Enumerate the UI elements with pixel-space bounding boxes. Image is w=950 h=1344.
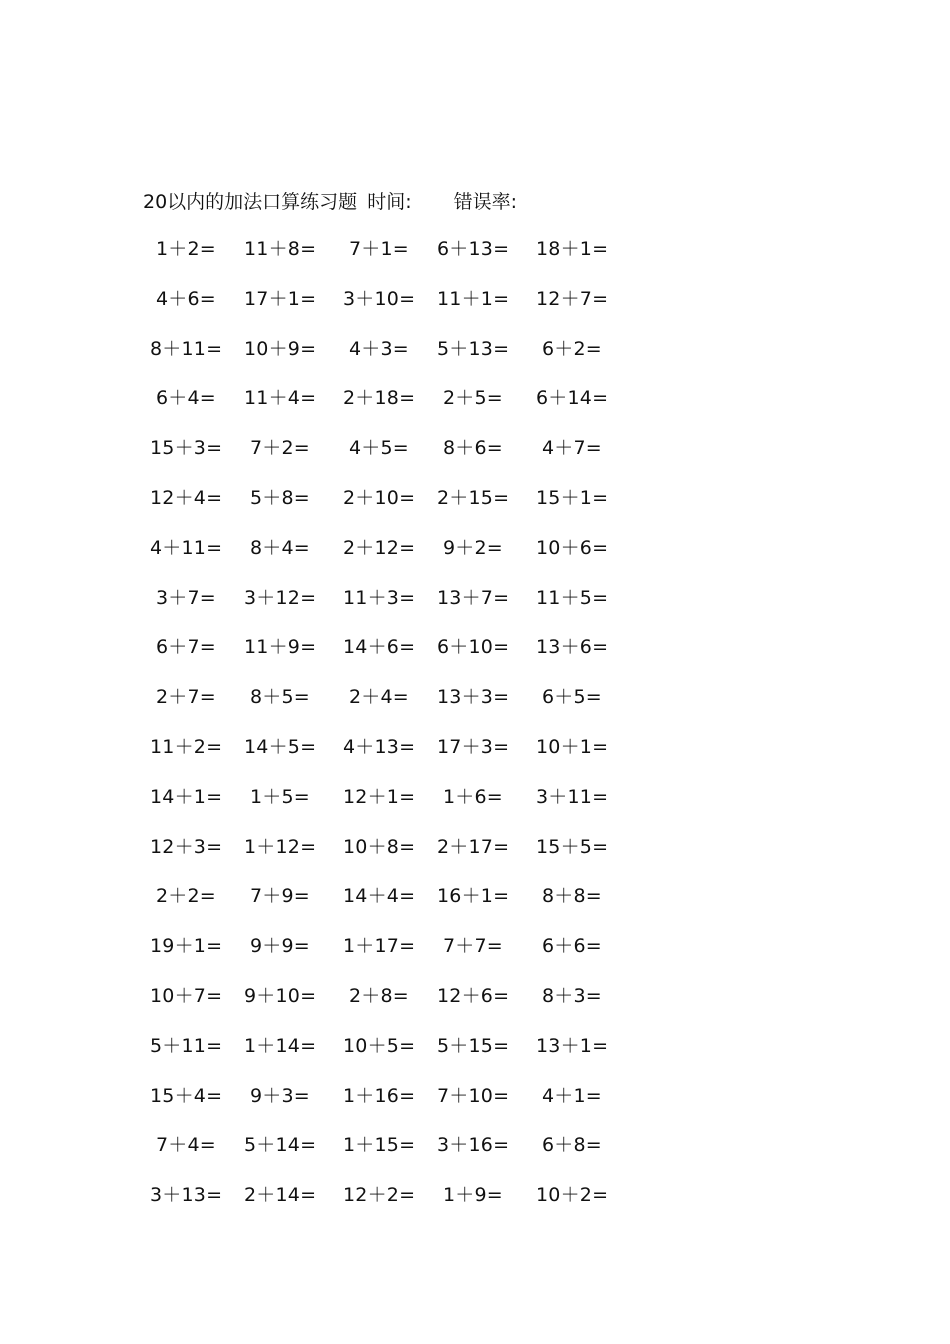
addition-problem: 15＋1= <box>536 487 609 509</box>
addition-problem: 5＋8= <box>250 487 310 509</box>
addition-problem: 12＋2= <box>343 1184 416 1207</box>
addition-problem: 11＋3= <box>343 586 416 609</box>
addition-problem: 2＋4= <box>349 686 409 709</box>
addition-problem: 6＋4= <box>156 387 216 410</box>
addition-problem: 4＋7= <box>542 437 602 460</box>
addition-problem: 2＋17= <box>437 835 510 858</box>
addition-problem: 3＋12= <box>244 586 317 609</box>
problem-row <box>0 931 950 961</box>
addition-problem: 15＋3= <box>150 437 223 460</box>
addition-problem: 11＋8= <box>244 238 317 260</box>
addition-problem: 6＋5= <box>542 686 602 709</box>
addition-problem: 13＋1= <box>536 1034 609 1057</box>
addition-problem: 6＋10= <box>437 636 510 659</box>
addition-problem: 11＋5= <box>536 586 609 609</box>
addition-problem: 3＋13= <box>150 1184 223 1207</box>
addition-problem: 7＋1= <box>349 238 409 260</box>
addition-problem: 15＋5= <box>536 835 609 858</box>
addition-problem: 11＋2= <box>150 736 223 758</box>
addition-problem: 18＋1= <box>536 238 609 260</box>
problem-row <box>0 483 950 513</box>
addition-problem: 5＋13= <box>437 337 510 360</box>
problem-row <box>0 1130 950 1160</box>
addition-problem: 1＋5= <box>250 785 310 808</box>
addition-problem: 1＋2= <box>156 238 216 260</box>
addition-problem: 7＋10= <box>437 1084 510 1107</box>
problem-row <box>0 284 950 314</box>
error-rate-label: 错误率: <box>453 191 517 213</box>
addition-problem: 12＋6= <box>437 985 510 1007</box>
addition-problem: 3＋10= <box>343 287 416 310</box>
problem-row <box>0 832 950 862</box>
addition-problem: 1＋12= <box>244 835 317 858</box>
addition-problem: 2＋10= <box>343 487 416 509</box>
addition-problem: 17＋1= <box>244 287 317 310</box>
addition-problem: 1＋17= <box>343 935 416 958</box>
problem-row <box>0 234 950 264</box>
addition-problem: 10＋9= <box>244 337 317 360</box>
addition-problem: 2＋12= <box>343 536 416 559</box>
addition-problem: 2＋5= <box>443 387 503 410</box>
addition-problem: 1＋9= <box>443 1184 503 1207</box>
addition-problem: 4＋1= <box>542 1084 602 1107</box>
addition-problem: 12＋3= <box>150 835 223 858</box>
addition-problem: 6＋2= <box>542 337 602 360</box>
addition-problem: 1＋15= <box>343 1134 416 1157</box>
problem-row <box>0 433 950 463</box>
addition-problem: 10＋5= <box>343 1034 416 1057</box>
problem-row <box>0 533 950 563</box>
addition-problem: 7＋2= <box>250 437 310 460</box>
addition-problem: 14＋4= <box>343 885 416 908</box>
time-label: 时间: <box>367 191 412 213</box>
addition-problem: 1＋6= <box>443 785 503 808</box>
addition-problem: 12＋4= <box>150 487 223 509</box>
addition-problem: 15＋4= <box>150 1084 223 1107</box>
addition-problem: 3＋11= <box>536 785 609 808</box>
addition-problem: 4＋5= <box>349 437 409 460</box>
addition-problem: 2＋18= <box>343 387 416 410</box>
addition-problem: 10＋6= <box>536 536 609 559</box>
problem-row <box>0 1081 950 1111</box>
addition-problem: 2＋8= <box>349 985 409 1007</box>
problem-row <box>0 383 950 413</box>
addition-problem: 6＋13= <box>437 238 510 260</box>
addition-problem: 8＋11= <box>150 337 223 360</box>
addition-problem: 13＋6= <box>536 636 609 659</box>
addition-problem: 9＋10= <box>244 985 317 1007</box>
addition-problem: 16＋1= <box>437 885 510 908</box>
addition-problem: 8＋8= <box>542 885 602 908</box>
addition-problem: 8＋4= <box>250 536 310 559</box>
addition-problem: 5＋15= <box>437 1034 510 1057</box>
addition-problem: 2＋7= <box>156 686 216 709</box>
addition-problem: 10＋8= <box>343 835 416 858</box>
addition-problem: 10＋7= <box>150 985 223 1007</box>
addition-problem: 19＋1= <box>150 935 223 958</box>
problem-row <box>0 583 950 613</box>
addition-problem: 6＋8= <box>542 1134 602 1157</box>
problem-row <box>0 1031 950 1061</box>
addition-problem: 4＋3= <box>349 337 409 360</box>
addition-problem: 8＋5= <box>250 686 310 709</box>
problem-row <box>0 682 950 712</box>
problem-row <box>0 732 950 762</box>
worksheet-title: 20以内的加法口算练习题 <box>143 191 358 213</box>
addition-problem: 8＋6= <box>443 437 503 460</box>
problem-row <box>0 881 950 911</box>
addition-problem: 13＋7= <box>437 586 510 609</box>
problem-row <box>0 334 950 364</box>
addition-problem: 4＋13= <box>343 736 416 758</box>
addition-problem: 7＋4= <box>156 1134 216 1157</box>
addition-problem: 9＋9= <box>250 935 310 958</box>
addition-problem: 9＋2= <box>443 536 503 559</box>
addition-problem: 6＋14= <box>536 387 609 410</box>
addition-problem: 11＋4= <box>244 387 317 410</box>
addition-problem: 6＋7= <box>156 636 216 659</box>
addition-problem: 2＋15= <box>437 487 510 509</box>
addition-problem: 1＋14= <box>244 1034 317 1057</box>
addition-problem: 5＋11= <box>150 1034 223 1057</box>
addition-problem: 12＋7= <box>536 287 609 310</box>
addition-problem: 9＋3= <box>250 1084 310 1107</box>
addition-problem: 3＋16= <box>437 1134 510 1157</box>
problem-row <box>0 782 950 812</box>
addition-problem: 14＋6= <box>343 636 416 659</box>
addition-problem: 14＋1= <box>150 785 223 808</box>
addition-problem: 6＋6= <box>542 935 602 958</box>
problem-row <box>0 981 950 1011</box>
addition-problem: 13＋3= <box>437 686 510 709</box>
addition-problem: 5＋14= <box>244 1134 317 1157</box>
addition-problem: 11＋1= <box>437 287 510 310</box>
addition-problem: 3＋7= <box>156 586 216 609</box>
problem-row <box>0 1180 950 1210</box>
addition-problem: 11＋9= <box>244 636 317 659</box>
addition-problem: 7＋9= <box>250 885 310 908</box>
addition-problem: 10＋1= <box>536 736 609 758</box>
addition-problem: 14＋5= <box>244 736 317 758</box>
addition-problem: 2＋14= <box>244 1184 317 1207</box>
addition-problem: 4＋11= <box>150 536 223 559</box>
addition-problem: 4＋6= <box>156 287 216 310</box>
addition-problem: 12＋1= <box>343 785 416 808</box>
addition-problem: 2＋2= <box>156 885 216 908</box>
addition-problem: 1＋16= <box>343 1084 416 1107</box>
addition-problem: 8＋3= <box>542 985 602 1007</box>
addition-problem: 7＋7= <box>443 935 503 958</box>
addition-problem: 10＋2= <box>536 1184 609 1207</box>
problem-row <box>0 632 950 662</box>
addition-problem: 17＋3= <box>437 736 510 758</box>
